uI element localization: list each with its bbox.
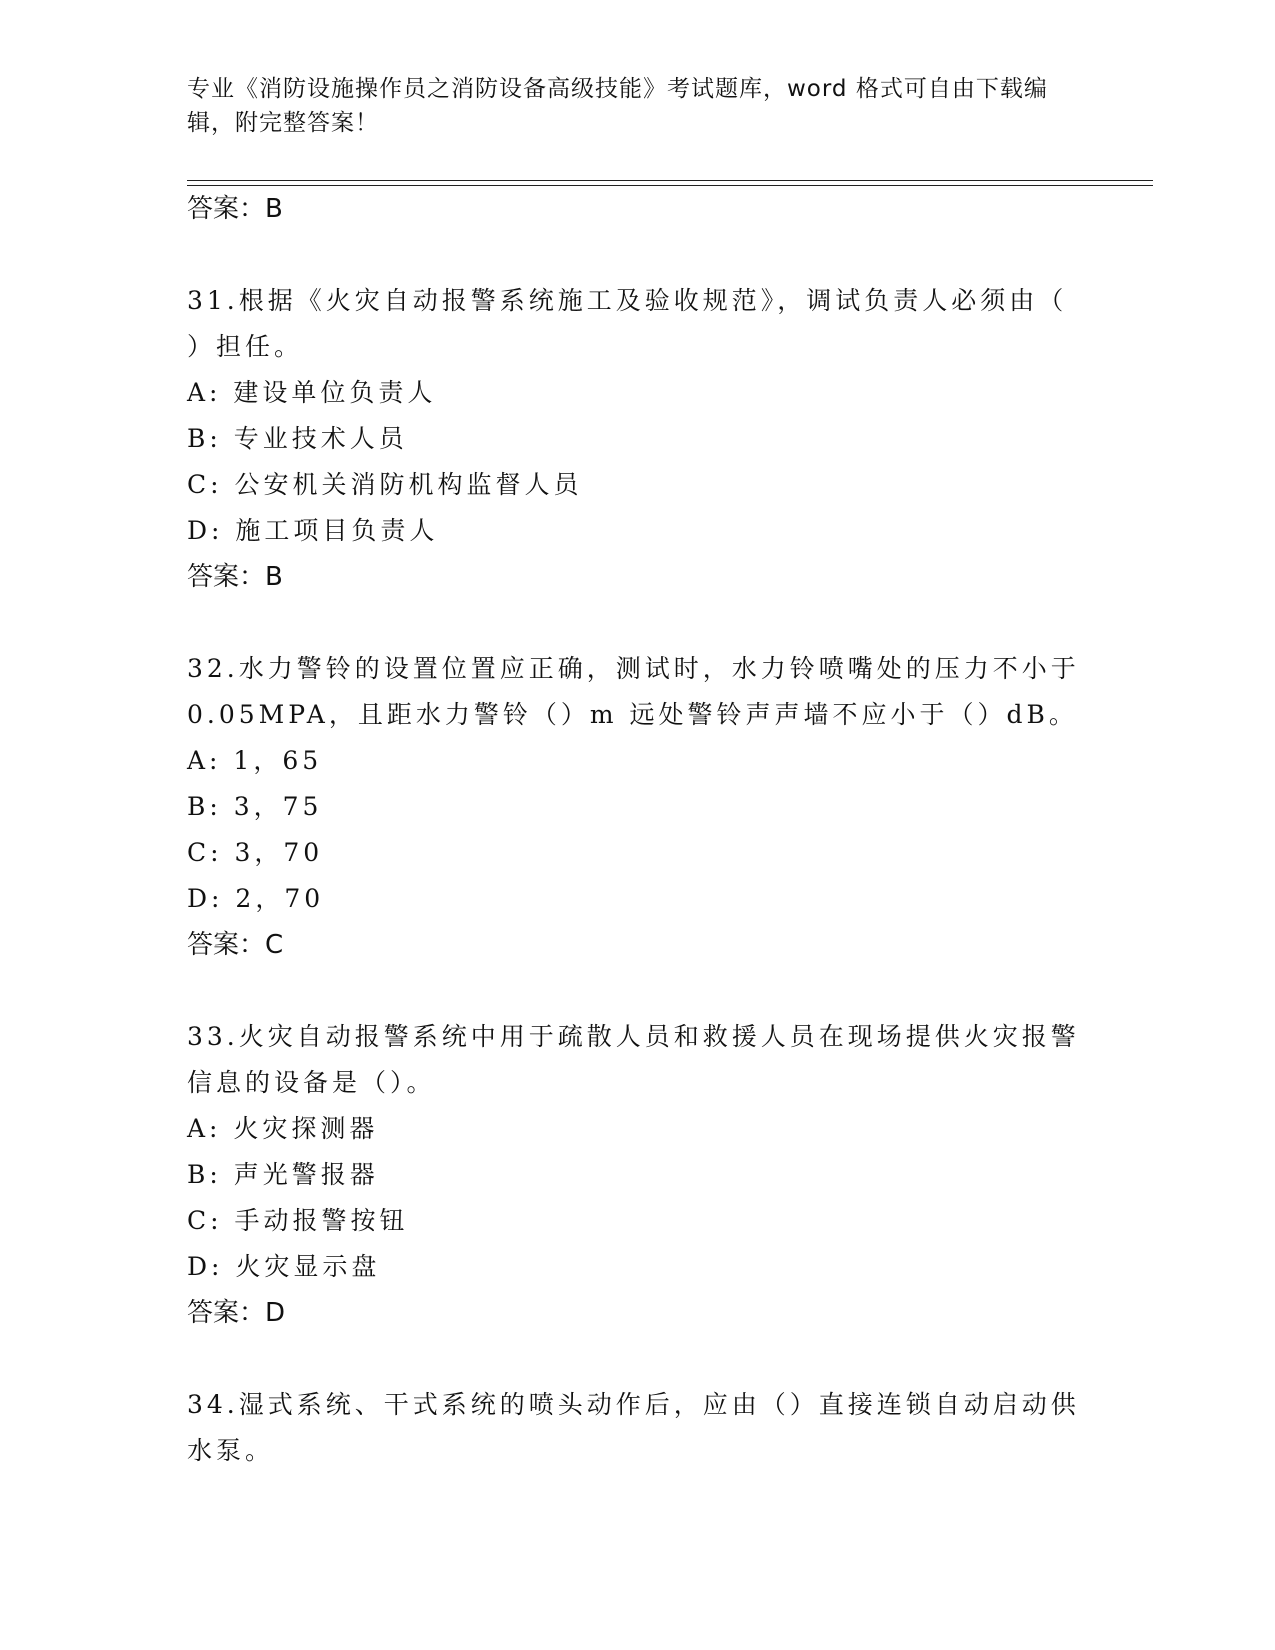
question-text: 信息的设备是（）。 [187,1068,436,1097]
question-31 [187,278,1087,600]
question-text: 34.湿式系统、干式系统的喷头动作后，应由（）直接连锁自动启动供 [187,1390,1080,1419]
question-32 [187,646,1087,968]
option-b: B: 专业技术人员 [187,424,408,453]
option-c: C: 公安机关消防机构监督人员 [187,470,583,499]
question-text: 32.水力警铃的设置位置应正确，测试时，水力铃喷嘴处的压力不小于 [187,654,1080,683]
question-34 [187,1382,1087,1474]
question-33 [187,1014,1087,1336]
answer: 答案：D [187,1298,286,1328]
option-d: D: 施工项目负责人 [187,516,439,545]
document-header [187,72,1067,140]
header-line-1: 专业《消防设施操作员之消防设备高级技能》考试题库，word 格式可自由下载编 [187,76,1048,102]
option-d: D: 火灾显示盘 [187,1252,381,1281]
question-text: 33.火灾自动报警系统中用于疏散人员和救援人员在现场提供火灾报警 [187,1022,1080,1051]
question-text: 水泵。 [187,1436,275,1465]
option-c: C: 手动报警按钮 [187,1206,409,1235]
answer-previous: 答案：B [187,194,283,224]
question-text: 0.05MPA，且距水力警铃（）m 远处警铃声声墙不应小于（）dB。 [187,700,1078,729]
document-body [187,186,1087,1474]
question-text: 31.根据《火灾自动报警系统施工及验收规范》，调试负责人必须由（ [187,286,1068,315]
option-a: A: 1，65 [187,746,323,775]
header-line-2: 辑，附完整答案！ [187,110,379,136]
header-divider-top [187,180,1153,181]
option-a: A: 建设单位负责人 [187,378,437,407]
answer: 答案：B [187,562,283,592]
option-b: B: 声光警报器 [187,1160,379,1189]
option-c: C: 3，70 [187,838,324,867]
option-b: B: 3，75 [187,792,323,821]
answer: 答案：C [187,930,284,960]
option-d: D: 2，70 [187,884,325,913]
option-a: A: 火灾探测器 [187,1114,379,1143]
question-text: ）担任。 [187,332,304,361]
